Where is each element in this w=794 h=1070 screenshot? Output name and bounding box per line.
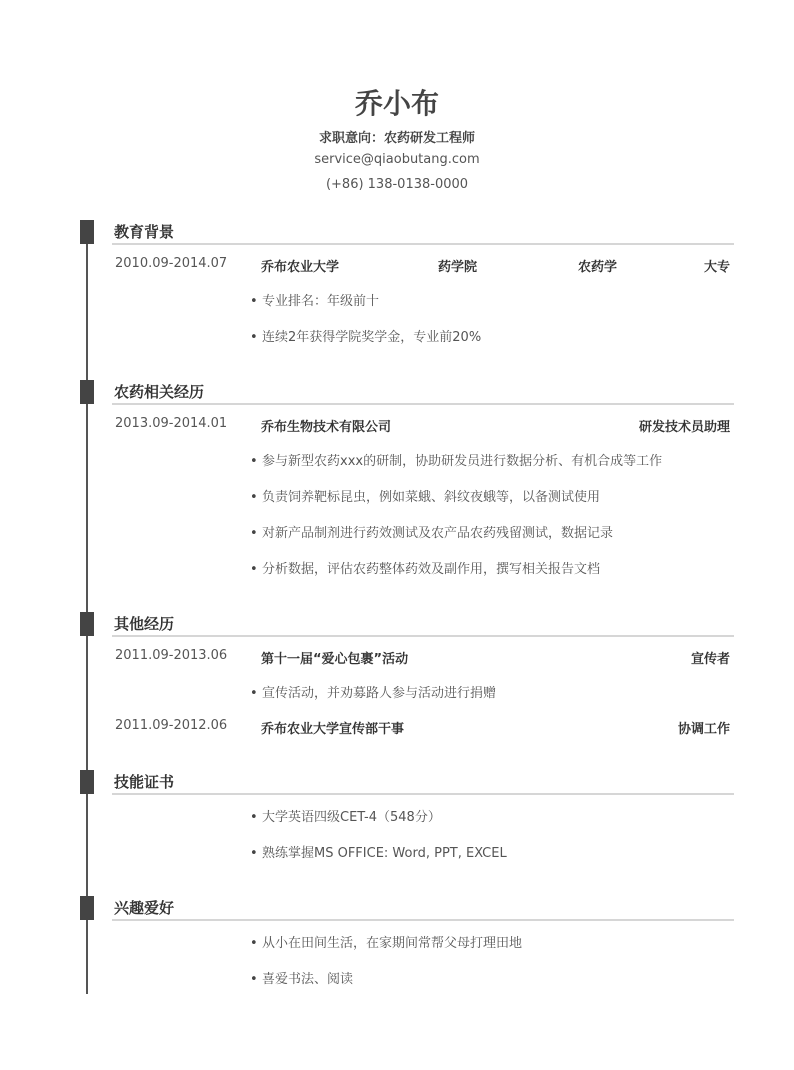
section-divider (112, 403, 734, 405)
section-divider (112, 635, 734, 637)
work-company: 乔布生物技术有限公司 (261, 420, 392, 435)
work-role: 研发技术员助理 (638, 420, 730, 435)
other-role: 宣传者 (690, 652, 730, 667)
work-bullet: • 对新产品制剂进行药效测试及农产品农药残留测试，数据记录 (250, 522, 613, 541)
other-activity: 第十一届“爱心包裹”活动 (261, 652, 409, 667)
section-marker (80, 612, 94, 636)
education-bullet: • 连续2年获得学院奖学金，专业前20% (250, 326, 481, 345)
section-marker (80, 896, 94, 920)
education-school: 乔布农业大学 (261, 260, 340, 275)
education-major: 农药学 (578, 260, 618, 275)
skill-bullet: • 大学英语四级CET-4（548分） (250, 806, 441, 825)
section-marker (80, 770, 94, 794)
section-marker (80, 380, 94, 404)
section-title-hobbies: 兴趣爱好 (114, 899, 175, 917)
job-intent: 求职意向：农药研发工程师 (318, 131, 475, 146)
section-title-skills: 技能证书 (114, 773, 175, 791)
timeline-line (86, 220, 88, 994)
other-date: 2011.09-2013.06 (115, 648, 228, 663)
section-divider (112, 793, 734, 795)
other-role: 协调工作 (677, 722, 730, 737)
education-college: 药学院 (438, 260, 478, 275)
other-activity: 乔布农业大学宣传部干事 (261, 722, 405, 737)
work-date: 2013.09-2014.01 (115, 416, 228, 431)
education-bullet: • 专业排名：年级前十 (250, 290, 379, 309)
section-marker (80, 220, 94, 244)
phone: (+86) 138-0138-0000 (325, 177, 469, 192)
section-divider (112, 919, 734, 921)
section-divider (112, 243, 734, 245)
work-bullet: • 参与新型农药xxx的研制，协助研发员进行数据分析、有机合成等工作 (250, 450, 662, 469)
email: service@qiaobutang.com (314, 152, 480, 167)
hobby-bullet: • 喜爱书法、阅读 (250, 968, 353, 987)
section-title-other: 其他经历 (114, 615, 175, 633)
section-title-education: 教育背景 (114, 223, 175, 241)
section-title-work: 农药相关经历 (114, 383, 205, 401)
skill-bullet: • 熟练掌握MS OFFICE: Word, PPT, EXCEL (250, 842, 507, 861)
work-bullet: • 负责饲养靶标昆虫，例如菜蛾、斜纹夜蛾等，以备测试使用 (250, 486, 600, 505)
work-bullet: • 分析数据，评估农药整体药效及副作用，撰写相关报告文档 (250, 558, 600, 577)
candidate-name: 乔小布 (354, 87, 439, 120)
other-bullet: • 宣传活动，并劝募路人参与活动进行捐赠 (250, 682, 496, 701)
hobby-bullet: • 从小在田间生活，在家期间常帮父母打理田地 (250, 932, 522, 951)
education-date: 2010.09-2014.07 (115, 256, 228, 271)
education-degree: 大专 (703, 260, 730, 275)
other-date: 2011.09-2012.06 (115, 718, 228, 733)
